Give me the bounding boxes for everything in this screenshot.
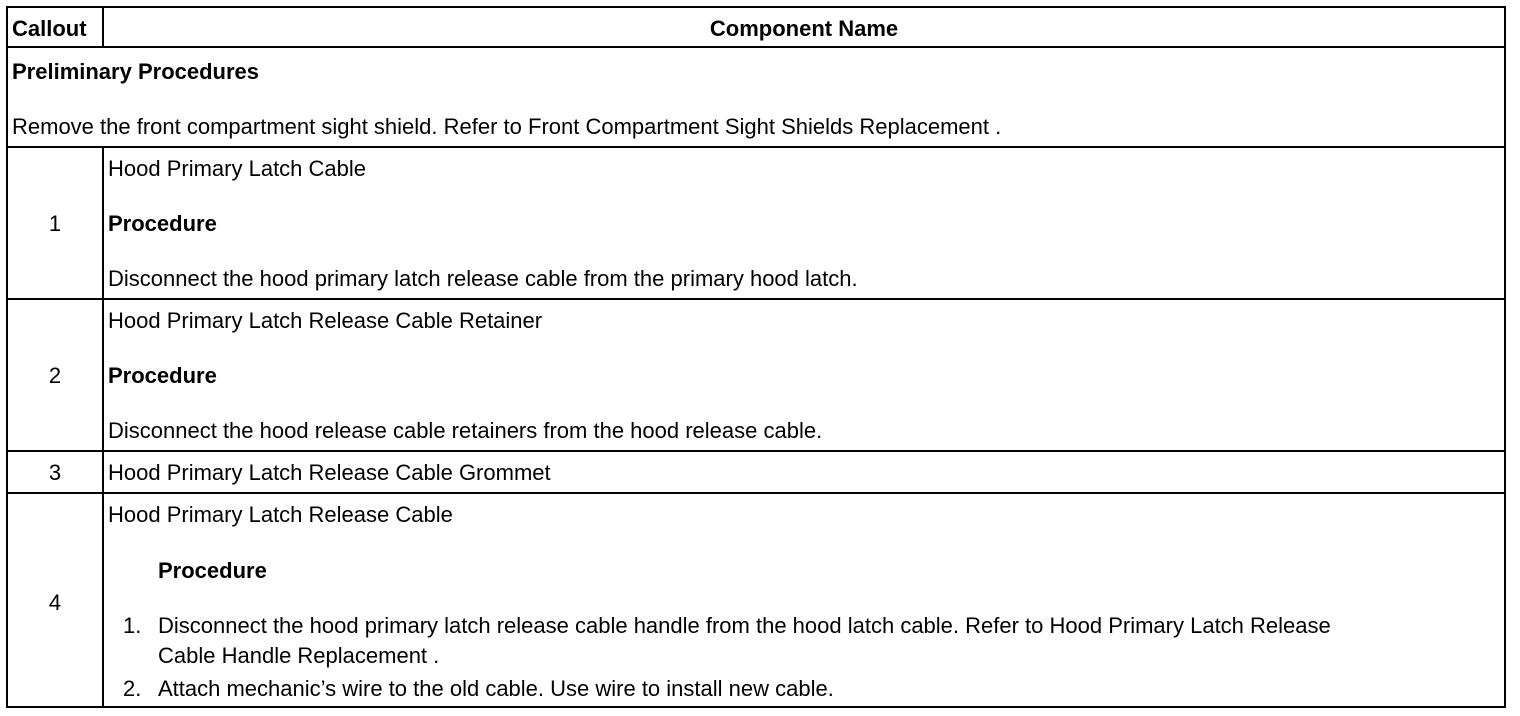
rule-row-2 (8, 450, 1504, 452)
callout-4: 4 (48, 590, 62, 615)
step-number-1: 1. (123, 613, 142, 638)
step-text-2: Attach mechanic’s wire to the old cable. Use wire to install new cable. (158, 676, 834, 701)
rule-row-3 (8, 492, 1504, 494)
callout-3: 3 (48, 460, 62, 485)
col-separator-body (102, 146, 104, 708)
rule-row-1 (8, 298, 1504, 300)
header-component-name: Component Name (709, 16, 899, 41)
component-name-1: Hood Primary Latch Cable (108, 156, 367, 181)
component-name-3: Hood Primary Latch Release Cable Grommet (108, 460, 551, 485)
step-number-2: 2. (123, 676, 142, 701)
procedure-text-1: Disconnect the hood primary latch release cable from the primary hood latch. (108, 266, 858, 291)
rule-header (8, 46, 1504, 48)
step-text-1-line-1: Disconnect the hood primary latch release cable handle from the hood latch cable. Refer to Hood Primary Latch Release (158, 613, 1331, 638)
procedure-label-2: Procedure (108, 363, 217, 388)
procedure-table (6, 6, 1506, 708)
step-text-1-line-2: Cable Handle Replacement . (158, 643, 440, 668)
preliminary-title: Preliminary Procedures (12, 59, 260, 84)
callout-2: 2 (48, 363, 62, 388)
callout-1: 1 (48, 211, 62, 236)
procedure-label-1: Procedure (108, 211, 217, 236)
header-callout: Callout (12, 16, 87, 41)
preliminary-text: Remove the front compartment sight shield. Refer to Front Compartment Sight Shields Replacement . (12, 114, 1002, 139)
procedure-text-2: Disconnect the hood release cable retainers from the hood release cable. (108, 418, 823, 443)
rule-preliminary (8, 146, 1504, 148)
procedure-label-4: Procedure (158, 558, 267, 583)
component-name-4: Hood Primary Latch Release Cable (108, 502, 453, 527)
component-name-2: Hood Primary Latch Release Cable Retainer (108, 308, 543, 333)
